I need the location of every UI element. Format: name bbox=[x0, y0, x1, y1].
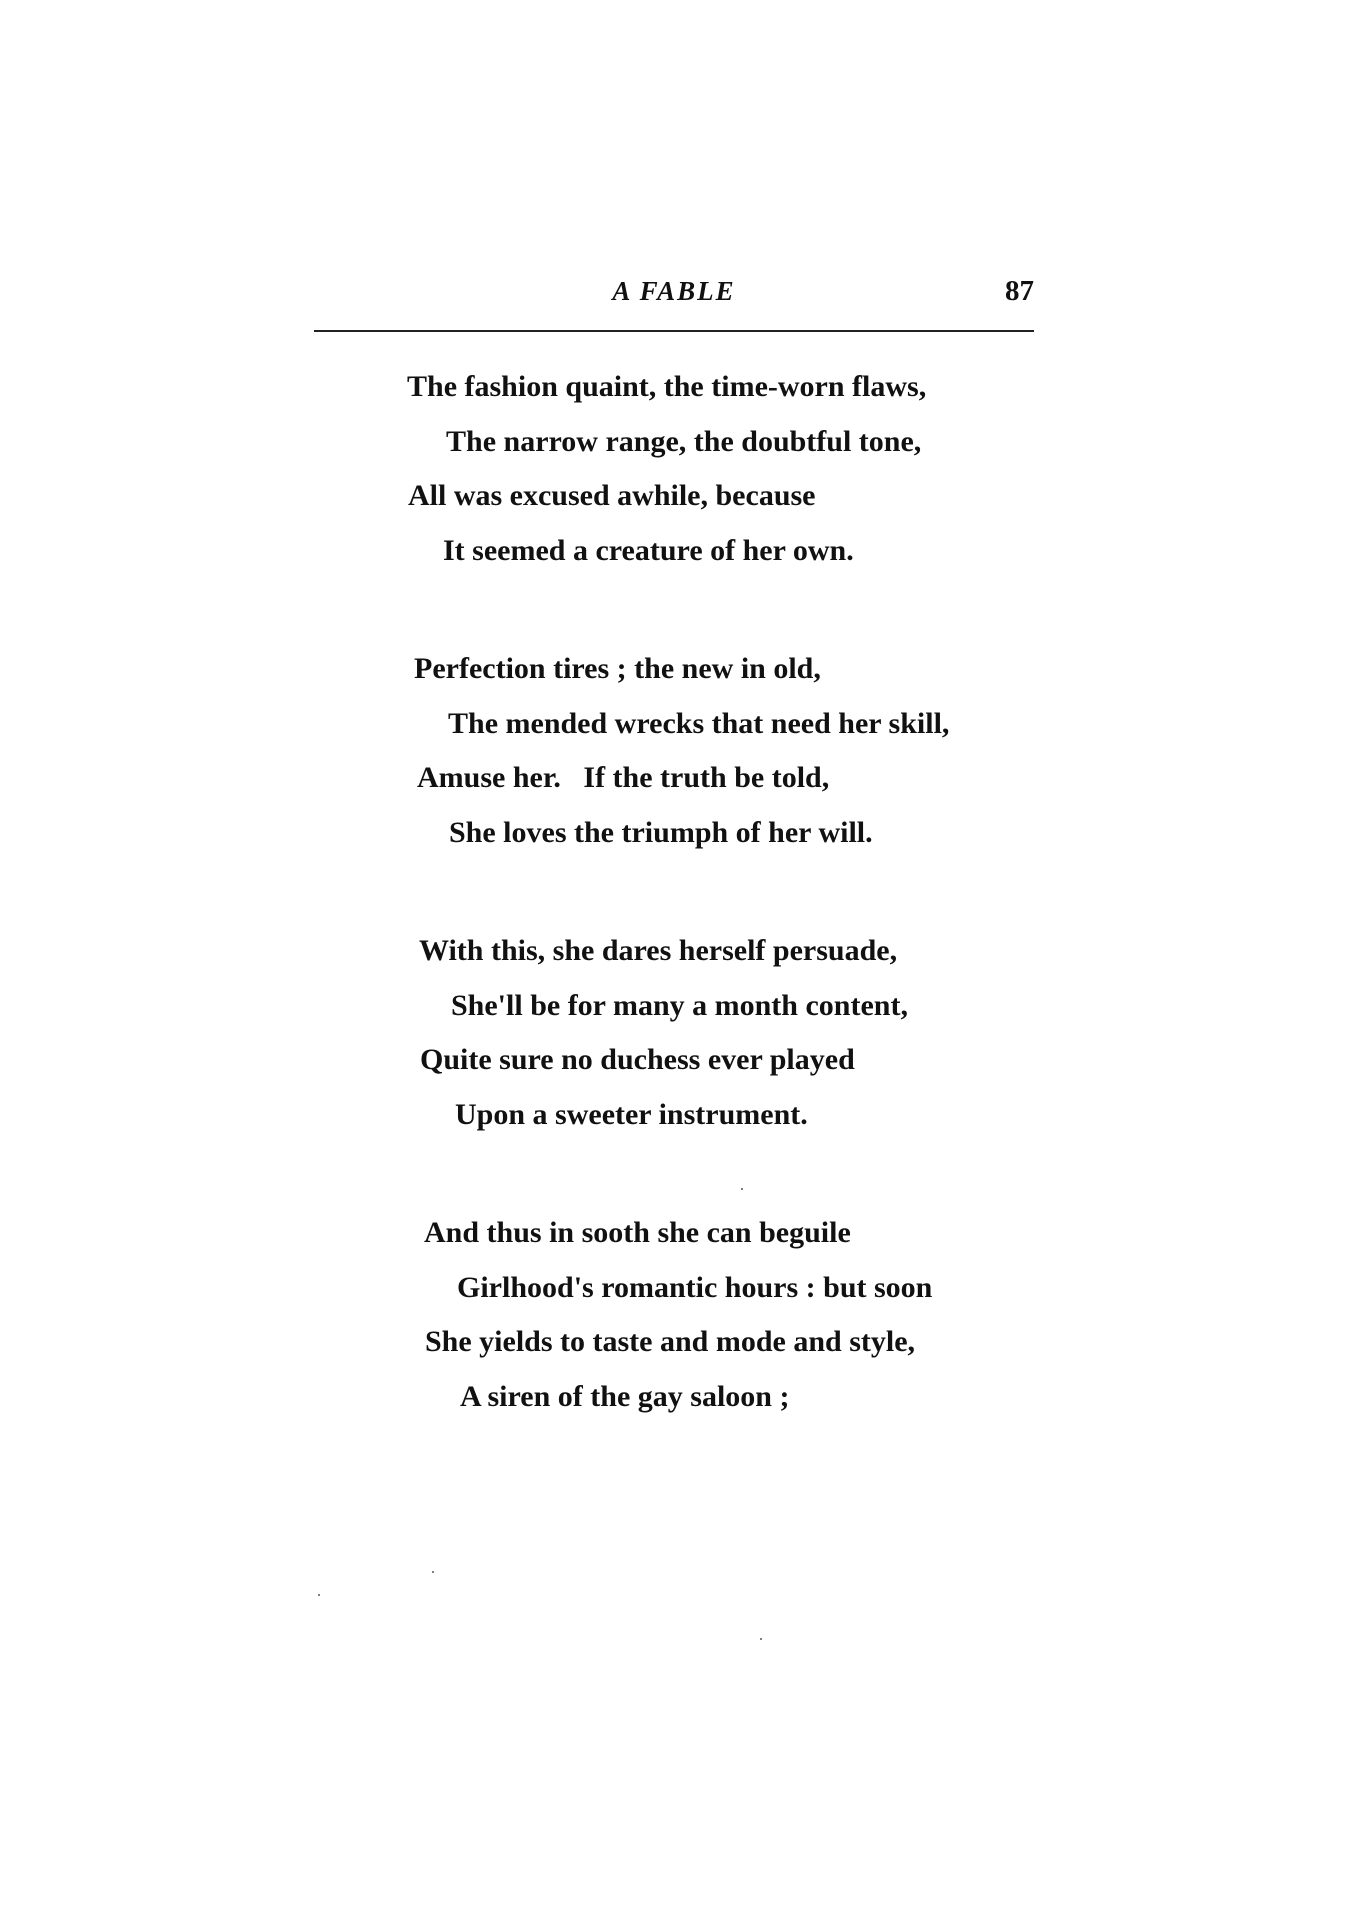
stanza-1 bbox=[0, 360, 1354, 578]
poem-line: All was excused awhile, because bbox=[408, 479, 816, 512]
poem-line: With this, she dares herself persuade, bbox=[419, 934, 898, 967]
poem-line: And thus in sooth she can beguile bbox=[424, 1216, 851, 1249]
poem-line: She loves the triumph of her will. bbox=[449, 815, 873, 849]
stanza-2 bbox=[0, 642, 1354, 860]
poem-line: The mended wrecks that need her skill, bbox=[448, 706, 950, 740]
stanza-4 bbox=[0, 1206, 1354, 1424]
poem-line: She'll be for many a month content, bbox=[451, 988, 908, 1022]
poem-line: Upon a sweeter instrument. bbox=[455, 1097, 808, 1131]
poem-body bbox=[0, 360, 1354, 1488]
poem-line: Perfection tires ; the new in old, bbox=[414, 652, 821, 685]
page-number: 87 bbox=[1005, 275, 1034, 307]
poem-line: She yields to taste and mode and style, bbox=[425, 1325, 916, 1358]
print-speck bbox=[432, 1571, 434, 1573]
poem-line: Amuse her. If the truth be told, bbox=[417, 761, 830, 794]
header-rule bbox=[314, 330, 1034, 332]
stanza-3 bbox=[0, 924, 1354, 1142]
poem-line: Girlhood's romantic hours : but soon bbox=[457, 1270, 933, 1304]
running-head bbox=[314, 276, 1034, 316]
print-speck bbox=[318, 1594, 320, 1596]
poem-line: The fashion quaint, the time-worn flaws, bbox=[407, 370, 927, 403]
poem-line: It seemed a creature of her own. bbox=[443, 533, 854, 567]
page-title: A FABLE bbox=[612, 276, 736, 306]
poem-line: Quite sure no duchess ever played bbox=[420, 1043, 855, 1076]
print-speck bbox=[760, 1638, 762, 1640]
print-speck bbox=[741, 1188, 743, 1190]
poem-line: A siren of the gay saloon ; bbox=[460, 1379, 790, 1413]
poem-line: The narrow range, the doubtful tone, bbox=[446, 424, 922, 458]
